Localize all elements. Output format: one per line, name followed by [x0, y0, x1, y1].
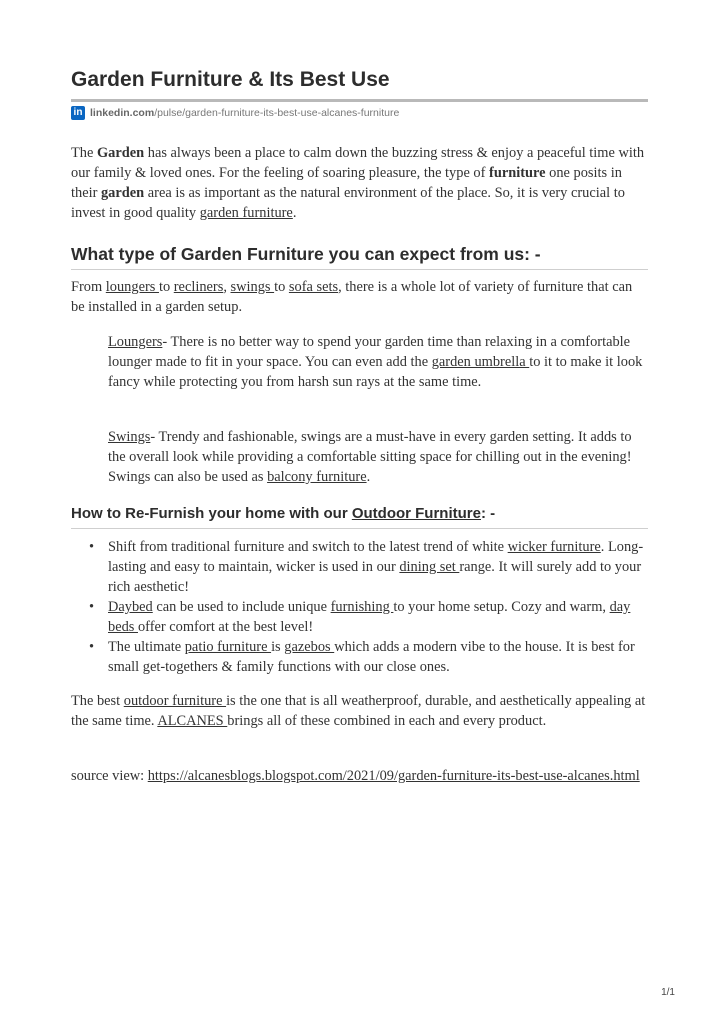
list-item	[71, 637, 649, 677]
title-divider	[71, 99, 648, 102]
source-domain[interactable]: linkedin.com	[90, 107, 155, 119]
swings-paragraph	[108, 427, 649, 487]
intro-bold-garden-2: garden	[100, 185, 145, 201]
garden-umbrella-link[interactable]: garden umbrella	[431, 354, 530, 370]
dining-set-link[interactable]: dining set	[399, 559, 460, 575]
intro-text: The	[71, 145, 97, 161]
para-text: to	[274, 279, 289, 295]
item-text: which adds a modern vibe to the house. It is best for small get-togethers & family functions with our close ones.	[108, 639, 635, 675]
intro-bold-furniture: furniture	[489, 165, 546, 181]
intro-text: .	[292, 205, 297, 221]
para-text: to it to make it look fancy while protecting you from harsh sun rays at the same time.	[108, 354, 643, 390]
intro-text: one posits in their	[71, 165, 622, 201]
para-text: , there is a whole lot of variety of furniture that can be installed in a garden setup.	[71, 279, 633, 315]
item-text: . Long-lasting and easy to maintain, wicker is used in our	[108, 539, 644, 575]
outdoor-furniture-heading-link[interactable]: Outdoor Furniture	[351, 505, 481, 522]
swings-link[interactable]: swings	[230, 279, 275, 295]
closing-paragraph	[71, 691, 649, 731]
bullet-icon: •	[89, 539, 95, 555]
item-text: to your home setup. Cozy and warm,	[393, 599, 610, 615]
para-text: - Trendy and fashionable, swings are a must-have in every garden setting. It adds to the overall look while providing a comfortable sitting space for chilling out in the evening! Swings can also be used as	[108, 429, 632, 485]
item-text: range. It will surely add to your rich aesthetic!	[108, 559, 642, 595]
swings-title-link[interactable]: Swings	[108, 429, 151, 445]
para-text: From	[71, 279, 106, 295]
para-text: ,	[223, 279, 231, 295]
source-view-label: source view:	[71, 768, 148, 784]
item-text: can be used to include unique	[152, 599, 331, 615]
loungers-link[interactable]: loungers	[105, 279, 159, 295]
sofa-sets-link[interactable]: sofa sets	[288, 279, 339, 295]
source-view	[71, 766, 649, 786]
page-number: 1/1	[661, 987, 675, 998]
page-title: Garden Furniture & Its Best Use	[71, 68, 390, 91]
list-item	[71, 537, 649, 597]
source-view-link[interactable]: https://alcanesblogs.blogspot.com/2021/09/garden-furniture-its-best-use-alcanes.html	[147, 768, 640, 784]
section1-divider	[71, 269, 648, 270]
furnish-list	[71, 537, 649, 677]
section2-divider	[71, 528, 648, 529]
para-text: .	[366, 469, 371, 485]
daybed-link[interactable]: Daybed	[108, 599, 153, 615]
recliners-link[interactable]: recliners	[173, 279, 224, 295]
intro-text: area is as important as the natural environment of the place. So, it is very crucial to invest in good quality	[71, 185, 625, 221]
section1-heading: What type of Garden Furniture you can expect from us: -	[71, 244, 541, 264]
patio-furniture-link[interactable]: patio furniture	[184, 639, 272, 655]
loungers-title-link[interactable]: Loungers	[108, 334, 163, 350]
intro-text: has always been a place to calm down the buzzing stress & enjoy a peaceful time with our family & loved ones. For the feeling of soaring pleasure, the type of	[71, 145, 645, 181]
furnishing-link[interactable]: furnishing	[330, 599, 394, 615]
item-text: The ultimate	[108, 639, 185, 655]
gazebos-link[interactable]: gazebos	[284, 639, 335, 655]
outdoor-furniture-link[interactable]: outdoor furniture	[123, 693, 227, 709]
heading-text: How to Re-Furnish your home with our	[71, 505, 352, 522]
section1-paragraph	[71, 277, 649, 317]
item-text: Shift from traditional furniture and switch to the latest trend of white	[108, 539, 508, 555]
day-beds-link[interactable]: day beds	[108, 599, 631, 635]
intro-paragraph	[71, 143, 649, 223]
section2-heading	[71, 505, 495, 522]
list-item	[71, 597, 649, 637]
para-text: The best	[71, 693, 124, 709]
item-text: offer comfort at the best level!	[137, 619, 314, 635]
heading-text: : -	[480, 505, 496, 522]
para-text: brings all of these combined in each and every product.	[227, 713, 547, 729]
wicker-furniture-link[interactable]: wicker furniture	[507, 539, 601, 555]
item-text: is	[271, 639, 285, 655]
para-text: - There is no better way to spend your garden time than relaxing in a comfortable lounger made to fit in your space. You can even add the	[108, 334, 631, 370]
bullet-icon: •	[89, 599, 95, 615]
intro-bold-garden: Garden	[96, 145, 145, 161]
source-line	[71, 106, 399, 120]
para-text: is the one that is all weatherproof, durable, and aesthetically appealing at the same time.	[71, 693, 646, 729]
loungers-paragraph	[108, 332, 649, 392]
balcony-furniture-link[interactable]: balcony furniture	[267, 469, 367, 485]
source-path[interactable]: /pulse/garden-furniture-its-best-use-alcanes-furniture	[154, 107, 400, 119]
alcanes-link[interactable]: ALCANES	[157, 713, 228, 729]
para-text: to	[158, 279, 174, 295]
linkedin-icon: in	[71, 106, 85, 120]
garden-furniture-link[interactable]: garden furniture	[199, 205, 293, 221]
bullet-icon: •	[89, 639, 95, 655]
